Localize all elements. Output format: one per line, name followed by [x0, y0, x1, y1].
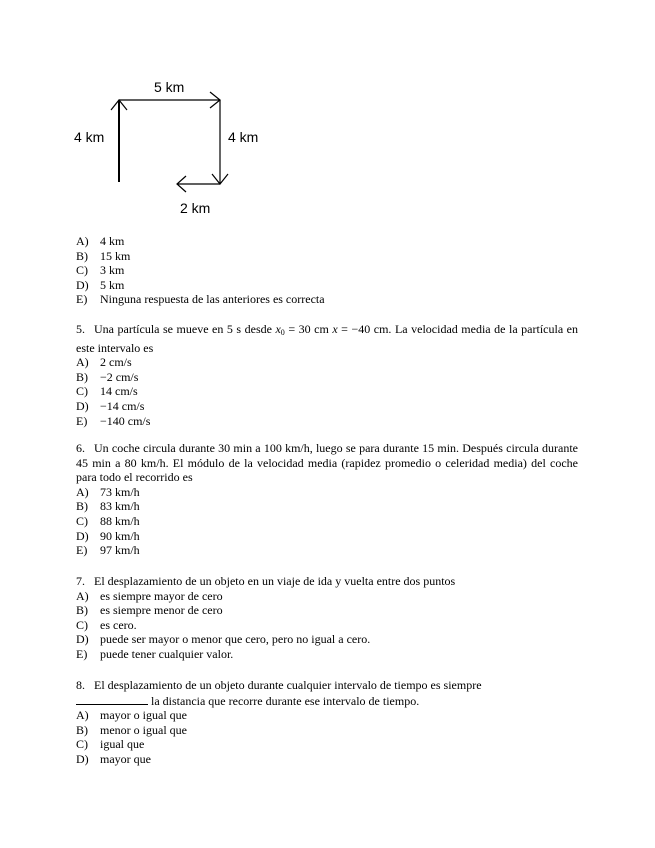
question-7	[76, 574, 578, 662]
question-4-options	[76, 234, 578, 307]
option-d[interactable]: D) 5 km	[76, 277, 125, 292]
option-a[interactable]: A) 4 km	[76, 234, 125, 248]
option-c[interactable]: C) es cero.	[76, 617, 137, 632]
option-c[interactable]: C) igual que	[76, 737, 145, 752]
label-left: 4 km	[74, 129, 105, 145]
question-8-stem: 8. El desplazamiento de un objeto durante cualquier intervalo de tiempo es siempre la distancia que recorre durante ese intervalo de tiempo.	[76, 678, 482, 708]
question-6-stem: 6. Un coche circula durante 30 min a 100 km/h, luego se para durante 15 min. Después circula durante 45 min a 80 km/h. El módulo de la velocidad media (rapidez promedio o celeridad media) del coche para todo el recorrido es	[76, 441, 578, 485]
option-b[interactable]: B) es siempre menor de cero	[76, 603, 223, 618]
question-5-stem: 5. Una partícula se mueve en 5 s desde $x_0 = 30$ cm x = −40 cm. La velocidad media de la partícula en este intervalo es	[76, 322, 578, 355]
option-d[interactable]: D) mayor que	[76, 751, 151, 766]
option-a[interactable]: A) es siempre mayor de cero	[76, 588, 223, 603]
option-b[interactable]: B) 15 km	[76, 248, 131, 263]
question-5	[76, 322, 578, 428]
label-top: 5 km	[154, 79, 185, 95]
option-e[interactable]: E) −140 cm/s	[76, 413, 151, 428]
option-e[interactable]: E) 97 km/h	[76, 543, 140, 558]
question-7-stem: 7. El desplazamiento de un objeto en un viaje de ida y vuelta entre dos puntos	[76, 574, 456, 588]
option-a[interactable]: A) 2 cm/s	[76, 355, 132, 370]
option-c[interactable]: C) 3 km	[76, 263, 125, 278]
option-b[interactable]: B) menor o igual que	[76, 722, 187, 737]
question-8	[76, 678, 578, 767]
label-right: 4 km	[228, 129, 259, 145]
path-diagram-svg	[60, 70, 310, 230]
option-d[interactable]: D) −14 cm/s	[76, 398, 145, 413]
answer-blank	[76, 693, 148, 705]
option-c[interactable]: C) 88 km/h	[76, 513, 140, 528]
displacement-diagram	[60, 70, 310, 230]
label-bottom: 2 km	[180, 200, 211, 216]
option-b[interactable]: B) 83 km/h	[76, 499, 140, 514]
question-6	[76, 441, 578, 558]
option-d[interactable]: D) puede ser mayor o menor que cero, pero no igual a cero.	[76, 632, 371, 647]
option-c[interactable]: C) 14 cm/s	[76, 384, 138, 399]
option-d[interactable]: D) 90 km/h	[76, 528, 140, 543]
option-e[interactable]: E) puede tener cualquier valor.	[76, 646, 234, 661]
option-b[interactable]: B) −2 cm/s	[76, 369, 139, 384]
option-a[interactable]: A) 73 km/h	[76, 484, 140, 499]
option-e[interactable]: E) Ninguna respuesta de las anteriores es correcta	[76, 292, 325, 307]
option-a[interactable]: A) mayor o igual que	[76, 708, 187, 723]
